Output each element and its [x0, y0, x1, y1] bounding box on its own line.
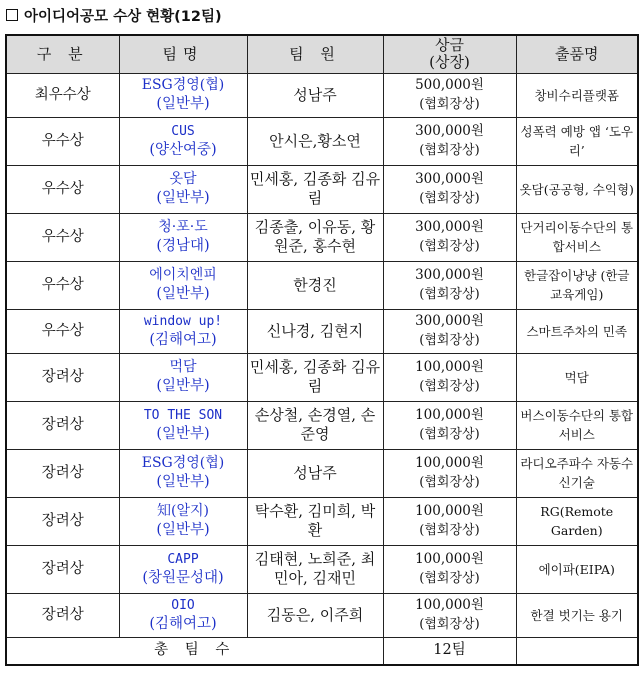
award-type: (협회장상): [419, 475, 480, 490]
prize-cell: [383, 73, 516, 117]
header-category: 구 분: [6, 35, 119, 73]
award-type: (협회장상): [419, 379, 480, 394]
team-cell: [119, 165, 247, 213]
prize-amount: 100,000원: [415, 359, 484, 375]
team-affiliation: (창원문성대): [142, 570, 224, 586]
team-affiliation: (일반부): [156, 96, 210, 112]
document-title: [6, 3, 222, 27]
award-type: (협회장상): [419, 143, 480, 158]
team-affiliation: (일반부): [156, 286, 210, 302]
category-cell: 우수상: [6, 309, 119, 353]
team-cell: [119, 117, 247, 165]
prize-amount: 100,000원: [415, 551, 484, 567]
prize-cell: [383, 165, 516, 213]
prize-amount: 500,000원: [415, 77, 484, 93]
team-affiliation: (양산여중): [149, 142, 217, 158]
category-cell: 우수상: [6, 213, 119, 261]
team-cell: [119, 449, 247, 497]
item-cell: 성폭력 예방 앱 ‘도우리’: [516, 117, 638, 165]
members-cell: 신나경, 김현지: [247, 309, 383, 353]
team-name: 知(알지): [157, 503, 209, 519]
team-cell: [119, 261, 247, 309]
team-name: 청·포·도: [158, 219, 208, 235]
item-cell: RG(Remote Garden): [516, 497, 638, 545]
table-row: [6, 353, 638, 401]
members-cell: 성남주: [247, 73, 383, 117]
item-cell: 먹담: [516, 353, 638, 401]
award-type: (협회장상): [419, 239, 480, 254]
category-cell: 장려상: [6, 593, 119, 637]
prize-amount: 300,000원: [415, 313, 484, 329]
header-team: 팀명: [119, 35, 247, 73]
item-cell: 한글잡이냥냥 (한글교육게임): [516, 261, 638, 309]
team-name: ESG경영(협): [141, 77, 225, 93]
table-row: [6, 497, 638, 545]
prize-amount: 100,000원: [415, 503, 484, 519]
award-type: (협회장상): [419, 333, 480, 348]
item-cell: 창비수리플랫폼: [516, 73, 638, 117]
category-cell: 우수상: [6, 261, 119, 309]
team-cell: [119, 401, 247, 449]
prize-amount: 100,000원: [415, 455, 484, 471]
team-affiliation: (일반부): [156, 190, 210, 206]
category-cell: 장려상: [6, 497, 119, 545]
prize-cell: [383, 261, 516, 309]
category-cell: 우수상: [6, 117, 119, 165]
team-name: 옷담: [169, 171, 197, 187]
members-cell: 김종출, 이유동, 황원준, 홍수현: [247, 213, 383, 261]
team-cell: [119, 353, 247, 401]
team-name: OIO: [171, 598, 195, 613]
team-cell: [119, 497, 247, 545]
table-row: [6, 593, 638, 637]
header-prize: 상금 (상장): [383, 35, 516, 73]
table-row: [6, 165, 638, 213]
item-cell: 라디오주파수 자동수신기술: [516, 449, 638, 497]
item-cell: 에이파(EIPA): [516, 545, 638, 593]
prize-cell: [383, 213, 516, 261]
table-header-row: [6, 35, 638, 73]
team-affiliation: (김해여고): [149, 332, 217, 348]
category-cell: 우수상: [6, 165, 119, 213]
award-type: (협회장상): [419, 287, 480, 302]
team-affiliation: (김해여고): [149, 616, 217, 632]
checkbox-square-icon: [6, 9, 18, 21]
team-affiliation: (일반부): [156, 426, 210, 442]
prize-cell: [383, 593, 516, 637]
team-name: CUS: [171, 124, 195, 139]
members-cell: 김태현, 노희준, 최민아, 김재민: [247, 545, 383, 593]
team-affiliation: (일반부): [156, 474, 210, 490]
award-type: (협회장상): [419, 97, 480, 112]
members-cell: 민세홍, 김종화 김유림: [247, 353, 383, 401]
header-members: 팀 원: [247, 35, 383, 73]
members-cell: 손상철, 손경열, 손준영: [247, 401, 383, 449]
team-name: ESG경영(협): [141, 455, 225, 471]
award-type: (협회장상): [419, 427, 480, 442]
team-name: window up!: [143, 314, 223, 329]
item-cell: 한결 벗기는 용기: [516, 593, 638, 637]
prize-amount: 300,000원: [415, 219, 484, 235]
team-cell: [119, 73, 247, 117]
table-row: [6, 117, 638, 165]
item-cell: 버스이동수단의 통합서비스: [516, 401, 638, 449]
prize-cell: [383, 353, 516, 401]
team-name: 먹담: [169, 359, 197, 375]
members-cell: 민세홍, 김종화 김유림: [247, 165, 383, 213]
members-cell: 안시은,황소연: [247, 117, 383, 165]
category-cell: 장려상: [6, 353, 119, 401]
item-cell: 단거리이동수단의 통합서비스: [516, 213, 638, 261]
table-row: [6, 449, 638, 497]
team-affiliation: (경남대): [156, 238, 210, 254]
header-item: 출품명: [516, 35, 638, 73]
prize-cell: [383, 117, 516, 165]
prize-amount: 100,000원: [415, 597, 484, 613]
team-cell: [119, 309, 247, 353]
team-name: TO THE SON: [143, 408, 223, 423]
members-cell: 김동은, 이주희: [247, 593, 383, 637]
award-type: (협회장상): [419, 191, 480, 206]
prize-cell: [383, 401, 516, 449]
prize-amount: 300,000원: [415, 171, 484, 187]
prize-cell: [383, 309, 516, 353]
total-row: [6, 637, 638, 665]
table-row: [6, 261, 638, 309]
members-cell: 한경진: [247, 261, 383, 309]
members-cell: 성남주: [247, 449, 383, 497]
prize-cell: [383, 545, 516, 593]
award-type: (협회장상): [419, 523, 480, 538]
award-table: [5, 34, 639, 666]
award-type: (협회장상): [419, 571, 480, 586]
prize-amount: 300,000원: [415, 267, 484, 283]
prize-amount: 300,000원: [415, 123, 484, 139]
category-cell: 장려상: [6, 449, 119, 497]
members-cell: 탁수환, 김미희, 박환: [247, 497, 383, 545]
category-cell: 장려상: [6, 545, 119, 593]
category-cell: 장려상: [6, 401, 119, 449]
total-empty: [516, 637, 638, 665]
table-row: [6, 213, 638, 261]
team-affiliation: (일반부): [156, 378, 210, 394]
team-name: CAPP: [167, 552, 199, 567]
team-name: 에이치엔피: [149, 267, 217, 283]
item-cell: 스마트주차의 민족: [516, 309, 638, 353]
category-cell: 최우수상: [6, 73, 119, 117]
award-type: (협회장상): [419, 617, 480, 632]
prize-cell: [383, 449, 516, 497]
team-cell: [119, 545, 247, 593]
item-cell: 옷담(공공형, 수익형): [516, 165, 638, 213]
table-row: [6, 401, 638, 449]
table-row: [6, 545, 638, 593]
table-row: [6, 73, 638, 117]
team-affiliation: (일반부): [156, 522, 210, 538]
title-text: 아이디어공모 수상 현황(12팀): [24, 8, 222, 25]
total-label: 총 팀 수: [6, 637, 383, 665]
team-cell: [119, 213, 247, 261]
team-cell: [119, 593, 247, 637]
prize-cell: [383, 497, 516, 545]
total-value: 12팀: [383, 637, 516, 665]
prize-amount: 100,000원: [415, 407, 484, 423]
table-row: [6, 309, 638, 353]
